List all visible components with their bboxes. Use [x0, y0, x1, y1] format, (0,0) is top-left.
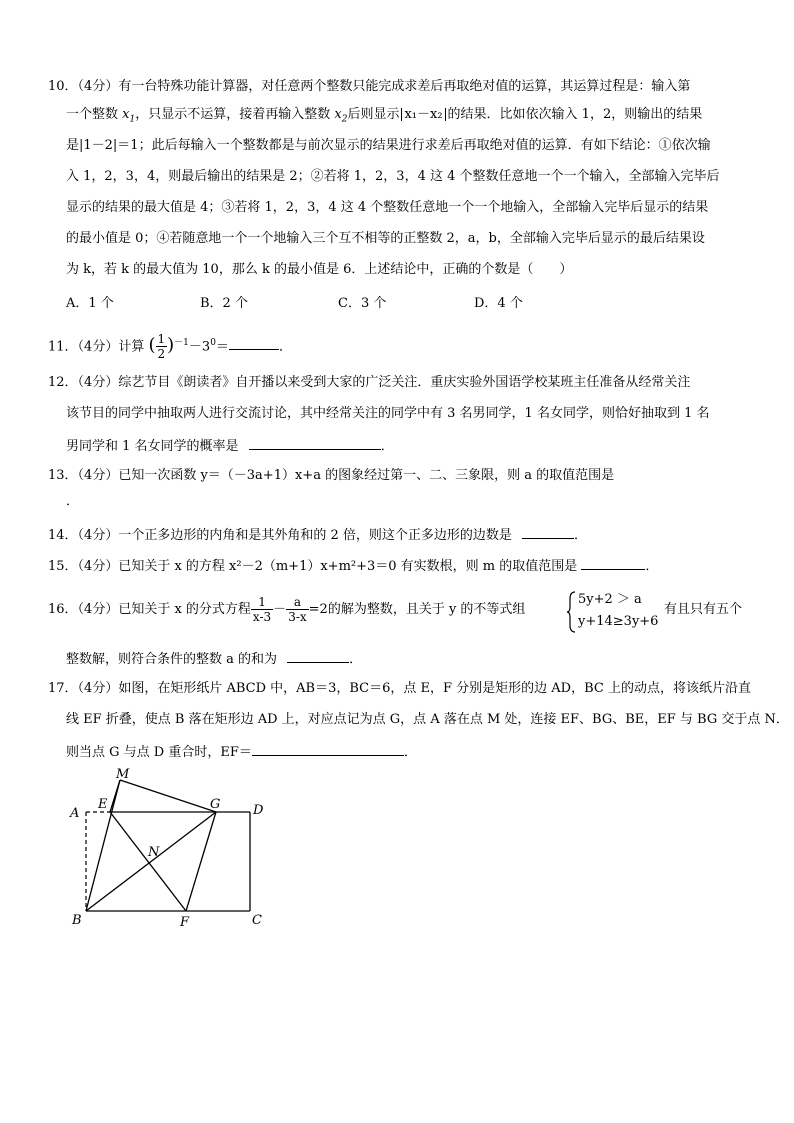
q11-mid: －3 [188, 339, 211, 355]
q11-paren-close: ) [167, 334, 175, 356]
q10-option-c: C．3 个 [338, 296, 387, 311]
q15-end: ． [645, 559, 659, 574]
q16-fraction-2 [286, 595, 308, 624]
q12-line3-text: 男同学和 1 名女同学的概率是 [66, 439, 239, 454]
q10-line2-d: 的结果．比如依次输入 1，2，则输出的结果 [447, 107, 703, 122]
q11-suffix: ＝ [215, 339, 229, 355]
q16-end: ． [349, 652, 363, 667]
label-m: M [116, 768, 130, 782]
q13-line1: 13．（4分）已知一次函数 y＝（－3a+1）x+a 的图象经过第一、二、三象限，则 a 的取值范围是 [48, 468, 615, 483]
q17-end: ． [403, 745, 417, 760]
q11-exp2: 0 [210, 338, 216, 348]
label-f: F [180, 915, 190, 930]
q15-text: 15．（4分）已知关于 x 的方程 x²－2（m+1）x+m²+3＝0 有实数根，则 m 的取值范围是 [48, 559, 578, 574]
segment-bg [86, 812, 216, 911]
q15-answer-blank[interactable] [581, 556, 645, 570]
folding-rectangle-figure [60, 768, 290, 938]
q10-line2-c: 后则显示 [347, 107, 400, 122]
brace-icon [566, 591, 576, 633]
q16-fraction-1 [251, 595, 273, 624]
abs-bar-right [445, 108, 446, 121]
label-e: E [98, 797, 108, 812]
q11-frac-den: 2 [157, 347, 166, 362]
q10-line6: 的最小值是 0；④若随意地一个一个地输入三个互不相等的正整数 2，a，b，全部输入完毕后显示的最后结果设 [66, 231, 705, 246]
q11-answer-blank[interactable] [229, 336, 279, 350]
label-b: B [72, 913, 82, 928]
q14-line [48, 525, 587, 545]
q11-paren: ( [148, 334, 156, 356]
segment-ef [110, 812, 186, 911]
q10-line3: 是|1－2|＝1；此后每输入一个整数都是与前次显示的结果进行求差后再取绝对值的运算．有如下结论：①依次输 [66, 138, 711, 153]
q11-exp: －1 [174, 338, 189, 348]
abs-bar-left [401, 108, 402, 121]
q17-line1: 17．（4分）如图，在矩形纸片 ABCD 中，AB＝3，BC＝6，点 E，F 分别是矩形的边 AD，BC 上的动点，将该纸片沿直 [48, 681, 751, 696]
q11-prefix: 11．（4分）计算 [48, 339, 145, 355]
q15-line [48, 556, 658, 576]
q12-line3 [66, 436, 394, 456]
q11-line [48, 328, 292, 362]
q10-option-b: B．2 个 [200, 296, 248, 311]
q10-line2-a: 一个整数 [66, 107, 123, 122]
q17-line3-text: 则当点 G 与点 D 重合时，EF＝ [66, 745, 252, 760]
q10-line2 [66, 106, 702, 129]
q16-ineq-2: y+14≥3y+6 [578, 614, 659, 629]
q10-abs-expression: x₁－x₂ [404, 107, 443, 122]
q16-f1-den: x-3 [252, 610, 272, 624]
q10-line4: 入 1，2，3，4，则最后输出的结果是 2；②若将 1，2，3，4 这 4 个整数任意地一个一个输入，全部输入完毕后 [66, 169, 720, 184]
q16-line2-text: 整数解，则符合条件的整数 a 的和为 [66, 652, 278, 667]
q14-end: ． [574, 528, 588, 543]
q16-f2-den: 3-x [288, 610, 307, 624]
q10-line5: 显示的结果的最大值是 4；③若将 1，2，3，4 这 4 个整数任意地一个一个地输入，全部输入完毕后显示的结果 [66, 200, 709, 215]
q16-ineq-1: 5y+2 ＞ a [578, 592, 642, 607]
label-c: C [252, 913, 262, 928]
q10-line2-b: ，只显示不运算，接着再输入整数 [135, 107, 335, 122]
q16-answer-blank[interactable] [287, 649, 349, 663]
q17-line3 [66, 742, 417, 762]
q16-f1-num: 1 [258, 595, 266, 609]
q17-answer-blank[interactable] [252, 742, 404, 756]
q17-line2: 线 EF 折叠，使点 B 落在矩形边 AD 上，对应点记为点 G，点 A 落在点 M 处，连接 EF、BG、BE，EF 与 BG 交于点 N． [66, 712, 789, 727]
label-g: G [210, 797, 221, 812]
q11-end: ． [278, 339, 292, 355]
q10-option-d: D．4 个 [474, 296, 523, 311]
q11-frac-num: 1 [157, 332, 166, 347]
label-a: A [70, 806, 80, 821]
q10-x1: $x_1$ [122, 107, 136, 125]
q11-fraction [156, 332, 168, 361]
q12-line2: 该节目的同学中抽取两人进行交流讨论，其中经常关注的同学中有 3 名男同学，1 名女同学，则恰好抽取到 1 名 [66, 406, 710, 421]
q13-line2: ． [66, 494, 80, 509]
segment-mg [120, 780, 216, 812]
q16-mid: =2的解为整数，且关于 y 的不等式组 [308, 602, 526, 617]
q16-prefix: 16．（4分）已知关于 x 的分式方程 [48, 602, 251, 617]
q14-answer-blank[interactable] [522, 525, 574, 539]
q16-f2-num: a [293, 595, 301, 609]
segment-gf [186, 812, 216, 911]
label-d: D [253, 803, 264, 818]
q16-minus: － [273, 602, 287, 617]
q16-line1 [48, 592, 525, 628]
q16-suffix: 有且只有五个 [664, 602, 743, 617]
q12-answer-blank[interactable] [249, 436, 381, 450]
q10-line7: 为 k，若 k 的最大值为 10，那么 k 的最小值是 6．上述结论中，正确的个数是（ ） [66, 262, 573, 277]
q16-line2 [66, 649, 362, 669]
q10-option-a: A．1 个 [66, 296, 114, 311]
q10-x2: $x_2$ [334, 107, 348, 125]
q14-text: 14．（4分）一个正多边形的内角和是其外角和的 2 倍，则这个正多边形的边数是 [48, 528, 512, 543]
label-n: N [148, 845, 160, 860]
q12-end: ． [380, 439, 394, 454]
q10-line1: 10．（4分）有一台特殊功能计算器，对任意两个整数只能完成求差后再取绝对值的运算，其运算过程是：输入第 [48, 79, 691, 94]
q12-line1: 12．（4分）综艺节目《朗读者》自开播以来受到大家的广泛关注．重庆实验外国语学校某班主任准备从经常关注 [48, 375, 691, 390]
